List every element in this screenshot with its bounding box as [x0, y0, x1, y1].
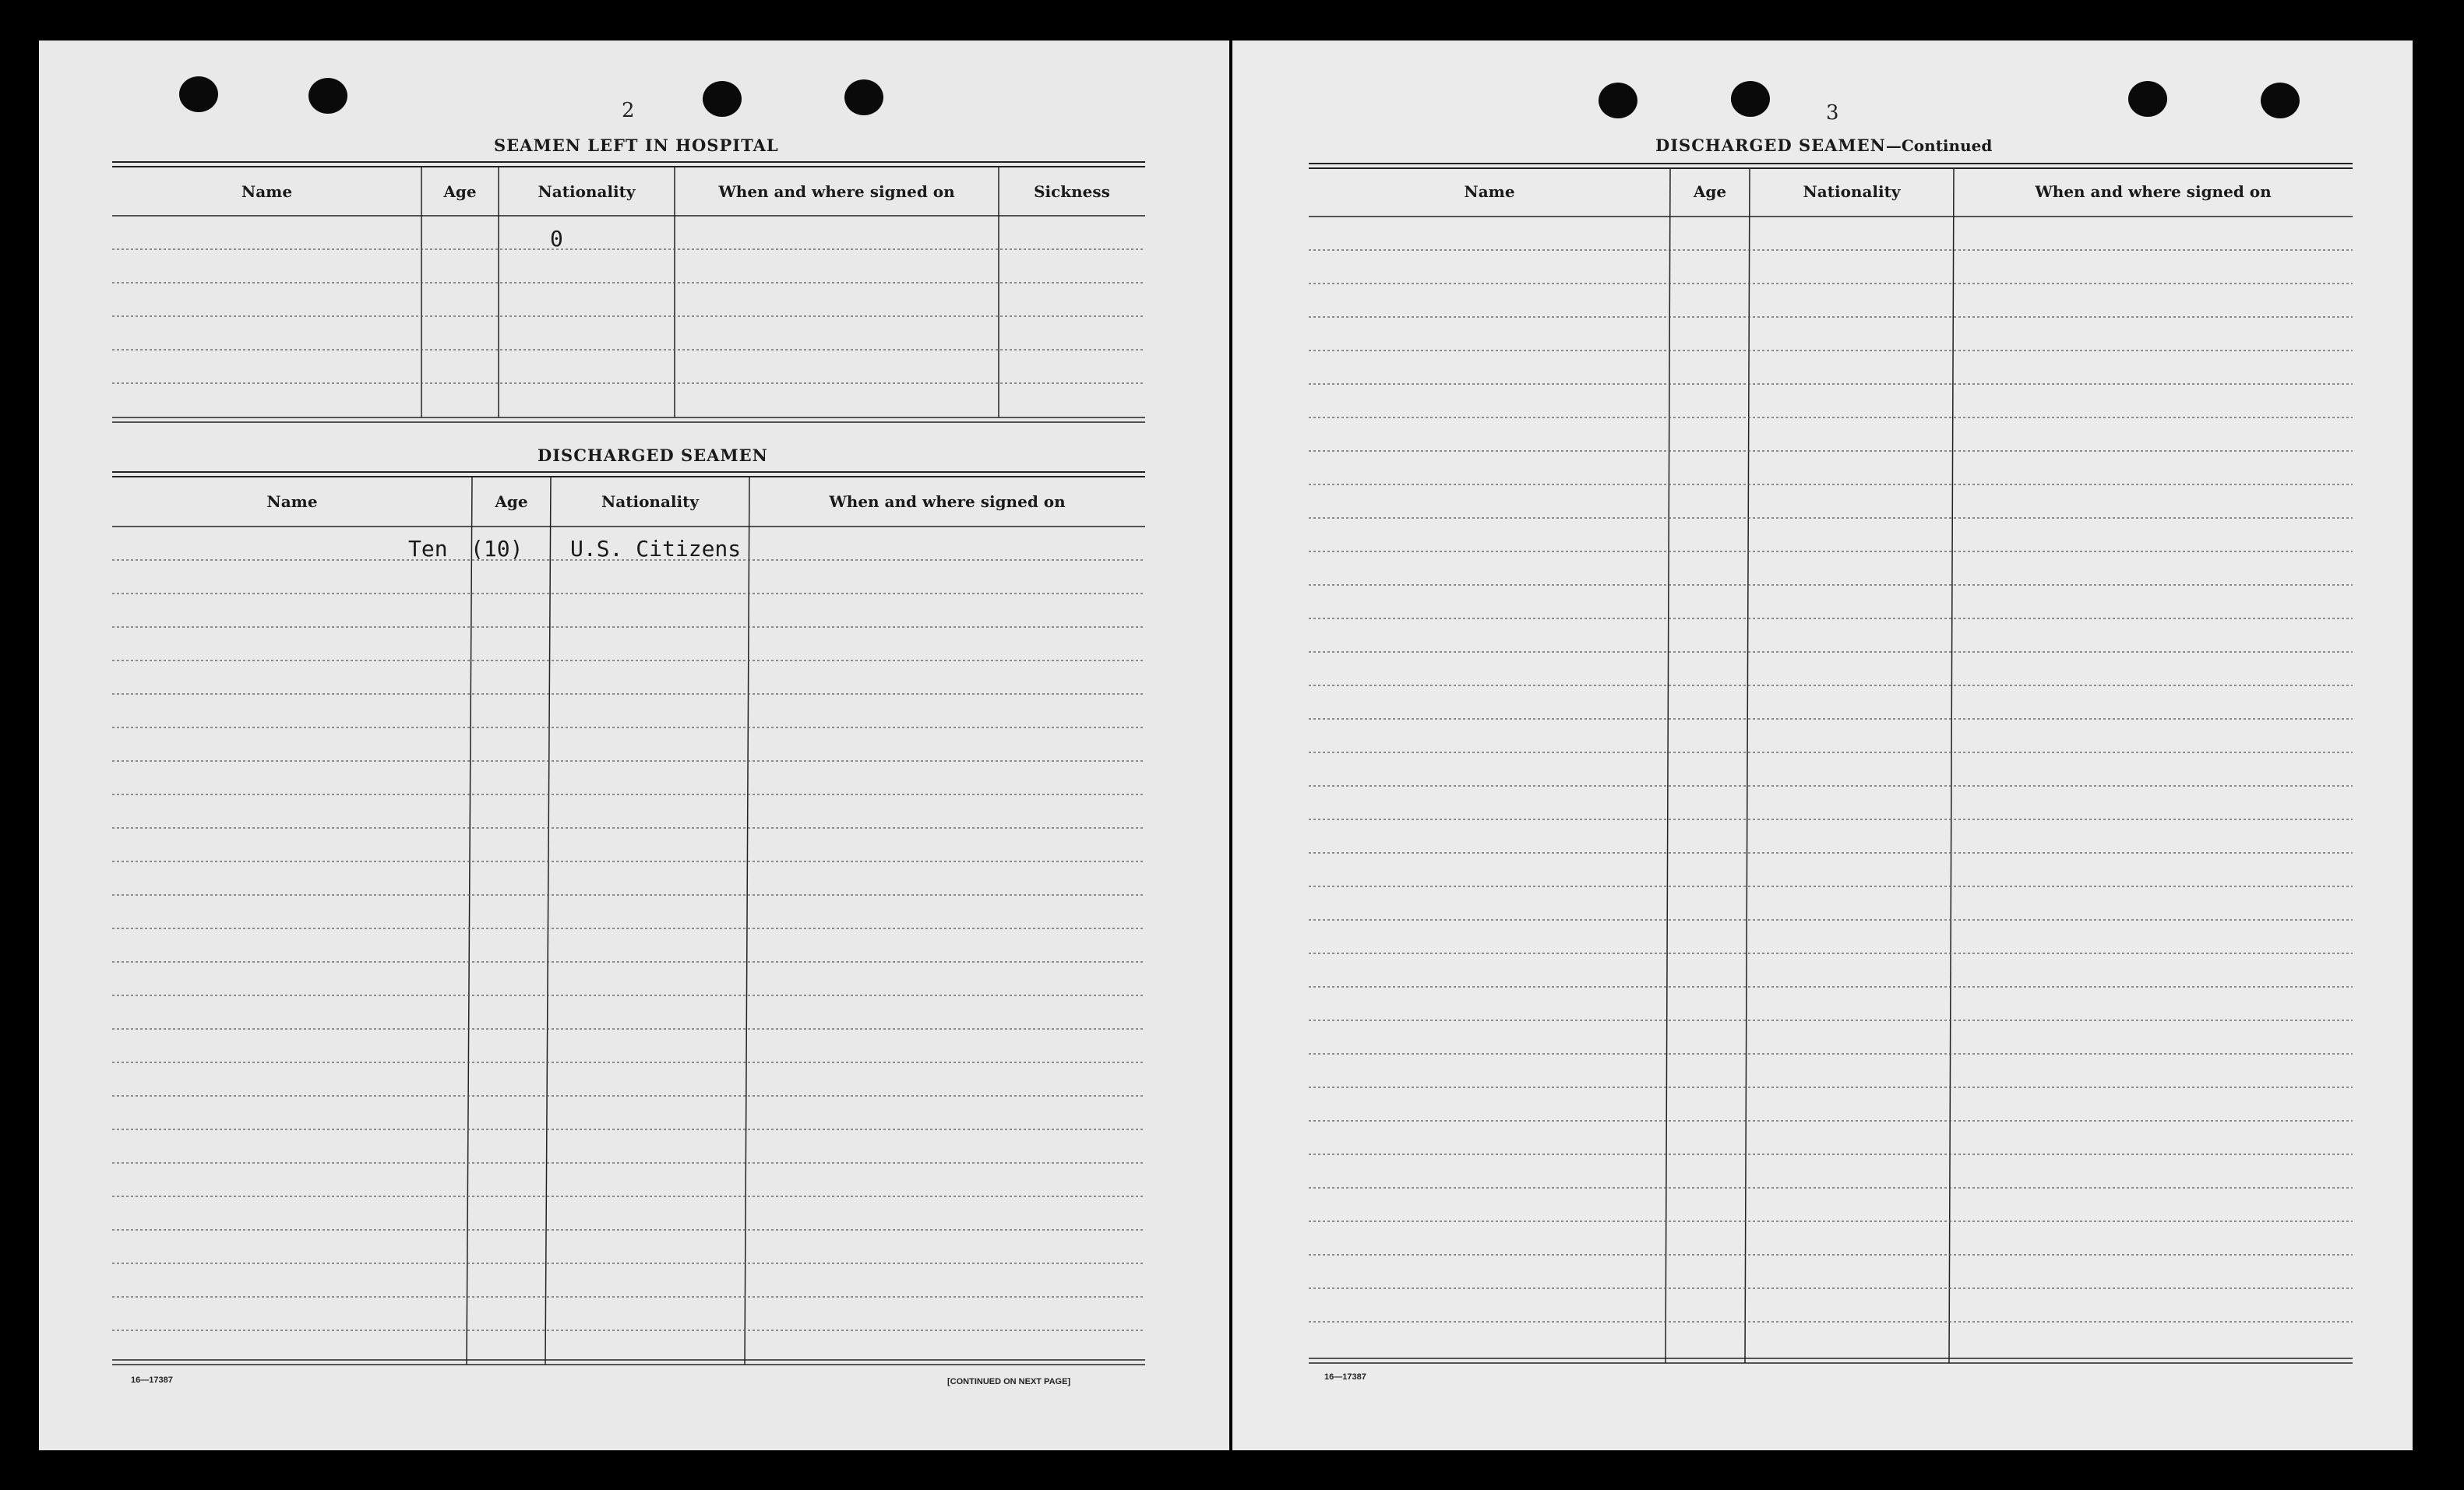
column-header-age: Age [1693, 182, 1727, 201]
column-header-signed-on: When and where signed on [2035, 182, 2272, 201]
column-header-nationality: Nationality [1803, 182, 1901, 201]
column-header-sickness: Sickness [1034, 182, 1110, 201]
discharged-name-entry: Ten [408, 536, 448, 562]
continued-note: [CONTINUED ON NEXT PAGE] [947, 1377, 1071, 1386]
column-header-name: Name [266, 492, 318, 511]
column-header-age: Age [443, 182, 477, 201]
discharged-section-title: DISCHARGED SEAMEN [538, 446, 768, 465]
column-header-name: Name [1464, 182, 1515, 201]
page-number: 3 [1826, 101, 1839, 125]
left-page-rules [39, 41, 1229, 1450]
column-header-signed-on: When and where signed on [829, 492, 1066, 511]
form-number: 16—17387 [1324, 1372, 1366, 1382]
column-header-nationality: Nationality [601, 492, 699, 511]
hospital-section-title: SEAMEN LEFT IN HOSPITAL [494, 136, 779, 155]
right-page-rules [1232, 41, 2413, 1450]
discharged-age-entry: (10) [471, 536, 523, 562]
column-header-nationality: Nationality [538, 182, 636, 201]
right-section-title-continued: —Continued [1885, 136, 1993, 155]
form-number: 16—17387 [131, 1376, 173, 1385]
right-section-title-main: DISCHARGED SEAMEN [1655, 136, 1886, 155]
column-header-signed-on: When and where signed on [718, 182, 955, 201]
page-number: 2 [622, 99, 635, 122]
right-page [1232, 41, 2413, 1450]
discharged-nationality-entry: U.S. Citizens [570, 536, 742, 562]
column-header-age: Age [495, 492, 528, 511]
column-header-name: Name [241, 182, 293, 201]
hospital-nationality-entry: 0 [550, 226, 563, 252]
left-page [39, 41, 1229, 1450]
